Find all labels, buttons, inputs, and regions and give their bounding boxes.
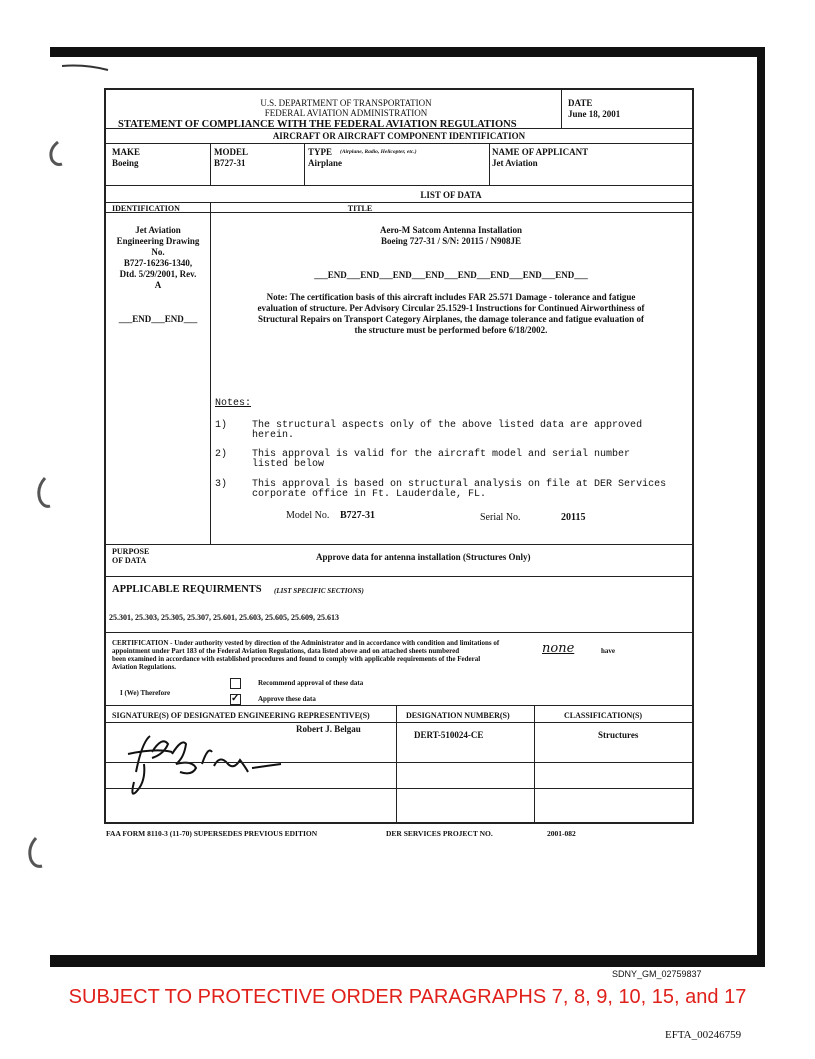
statement-title: STATEMENT OF COMPLIANCE WITH THE FEDERAL AVIATION REGULATIONS (118, 119, 517, 130)
data-title-line-2: Boeing 727-31 / S/N: 20115 / N908JE (380, 236, 521, 246)
note-2-line-2: listed below (252, 459, 325, 470)
designation-header: DESIGNATION NUMBER(S) (406, 711, 510, 720)
agency-line: FEDERAL AVIATION ADMINISTRATION (264, 108, 428, 118)
punch-hole-1 (51, 142, 62, 165)
title-header: TITLE (347, 204, 373, 213)
note-2-line-1: This approval is valid for the aircraft model and serial number (252, 449, 631, 460)
data-title-line-1: Aero-M Satcom Antenna Installation (379, 225, 523, 235)
punch-hole-3 (30, 838, 42, 866)
cert-line-1: CERTIFICATION - Under authority vested by direction of the Administrator and in accordance with condition and limitations of (112, 639, 500, 647)
type-hint: (Airplane, Radio, Helicopter, etc.) (340, 149, 417, 155)
id-line-2: Engineering Drawing (116, 236, 200, 246)
note-1-line-1: The structural aspects only of the above listed data are approved (252, 420, 643, 431)
faa-form-8110-3 (104, 88, 694, 824)
punch-hole-2 (39, 478, 50, 506)
approve-check-mark: ✓ (231, 693, 240, 704)
cert-line-2: appointment under Part 183 of the Federal Aviation Regulations, data listed above and on attached sheets numbered (112, 647, 460, 655)
title-end-markers: ___END___END___END___END___END___END___END___END___ (314, 270, 588, 280)
cert-line-3: been examined in accordance with established procedures and found to comply with applicable requirements of the Federal (112, 655, 481, 663)
make-value: Boeing (112, 158, 139, 168)
note-line-2: evaluation of structure. Per Advisory Circular 25.1529-1 Instructions for Continued Airworthiness of (257, 303, 645, 313)
id-line-6: A (154, 280, 162, 290)
model-no-value: B727-31 (340, 510, 375, 521)
note-line-1: Note: The certification basis of this aircraft includes FAR 25.571 Damage - tolerance and fatigue (266, 292, 636, 302)
cert-line-4: Aviation Regulations. (112, 663, 177, 671)
model-value: B727-31 (214, 158, 246, 168)
note-line-3: Structural Repairs on Transport Category Airplanes, the damage tolerance and fatigue evaluation of (258, 314, 644, 324)
note-line-4: the structure must be performed before 6/18/2002. (354, 325, 548, 335)
classification-header: CLASSIFICATION(S) (564, 711, 643, 720)
date-label: DATE (568, 98, 593, 108)
recommend-label: Recommend approval of these data (258, 679, 364, 687)
note-1-number: 1) (215, 420, 228, 431)
recommend-checkbox[interactable] (230, 678, 241, 689)
date-value: June 18, 2001 (568, 109, 621, 119)
approve-checkbox[interactable] (230, 694, 241, 705)
applicant-value: Jet Aviation (492, 158, 538, 168)
form-number: FAA FORM 8110-3 (11-70) SUPERSEDES PREVIOUS EDITION (106, 829, 318, 838)
protective-order-stamp: SUBJECT TO PROTECTIVE ORDER PARAGRAPHS 7, 8, 9, 10, 15, and 17 (68, 986, 747, 1008)
cert-have: have (601, 647, 615, 655)
id-line-5: Dtd. 5/29/2001, Rev. (119, 269, 197, 279)
classification-value: Structures (598, 730, 639, 740)
note-3-line-2: corporate office in Ft. Lauderdale, FL. (252, 489, 487, 500)
efta-number: EFTA_00246759 (665, 1029, 742, 1041)
sheets-numbered-handwritten: none (542, 641, 575, 656)
identification-header: IDENTIFICATION (112, 204, 180, 213)
applicant-label: NAME OF APPLICANT (492, 147, 589, 157)
id-line-4: B727-16236-1340, (123, 258, 193, 268)
id-line-3: No. (151, 247, 165, 257)
project-number: 2001-082 (547, 829, 576, 838)
requirements-label: APPLICABLE REQUIRMENTS (112, 584, 262, 595)
bates-number: SDNY_GM_02759837 (612, 969, 702, 979)
approve-label: Approve these data (258, 695, 316, 703)
model-label: MODEL (214, 147, 249, 157)
requirements-hint: (LIST SPECIFIC SECTIONS) (274, 587, 364, 595)
therefore-label: I (We) Therefore (120, 689, 171, 697)
list-of-data-header: LIST OF DATA (420, 190, 482, 200)
make-label: MAKE (112, 147, 140, 157)
dept-line: U.S. DEPARTMENT OF TRANSPORTATION (260, 98, 432, 108)
purpose-label-1: PURPOSE (112, 547, 150, 556)
signature-header: SIGNATURE(S) OF DESIGNATED ENGINEERING REPRESENTIVE(S) (112, 711, 370, 720)
type-value: Airplane (308, 158, 343, 168)
requirements-value: 25.301, 25.303, 25.305, 25.307, 25.601, 25.603, 25.605, 25.609, 25.613 (109, 613, 339, 622)
notes-header: Notes: (215, 398, 252, 409)
handwritten-signature (116, 724, 286, 804)
id-end-markers: ___END___END___ (118, 314, 198, 324)
note-2-number: 2) (215, 449, 228, 460)
project-label: DER SERVICES PROJECT NO. (386, 829, 493, 838)
serial-no-label: Serial No. (480, 512, 521, 523)
signer-name: Robert J. Belgau (296, 724, 361, 734)
id-line-1: Jet Aviation (135, 225, 181, 235)
purpose-value: Approve data for antenna installation (Structures Only) (316, 552, 531, 562)
scan-mark-top (62, 66, 108, 71)
model-no-label: Model No. (286, 510, 330, 521)
serial-no-value: 20115 (561, 512, 586, 523)
type-label: TYPE (308, 147, 333, 157)
note-3-number: 3) (215, 479, 228, 490)
component-id-header: AIRCRAFT OR AIRCRAFT COMPONENT IDENTIFICATION (272, 131, 526, 141)
purpose-label-2: OF DATA (112, 556, 147, 565)
note-1-line-2: herein. (252, 430, 295, 441)
designation-number: DERT-510024-CE (414, 730, 484, 740)
note-3-line-1: This approval is based on structural analysis on file at DER Services (252, 479, 667, 490)
